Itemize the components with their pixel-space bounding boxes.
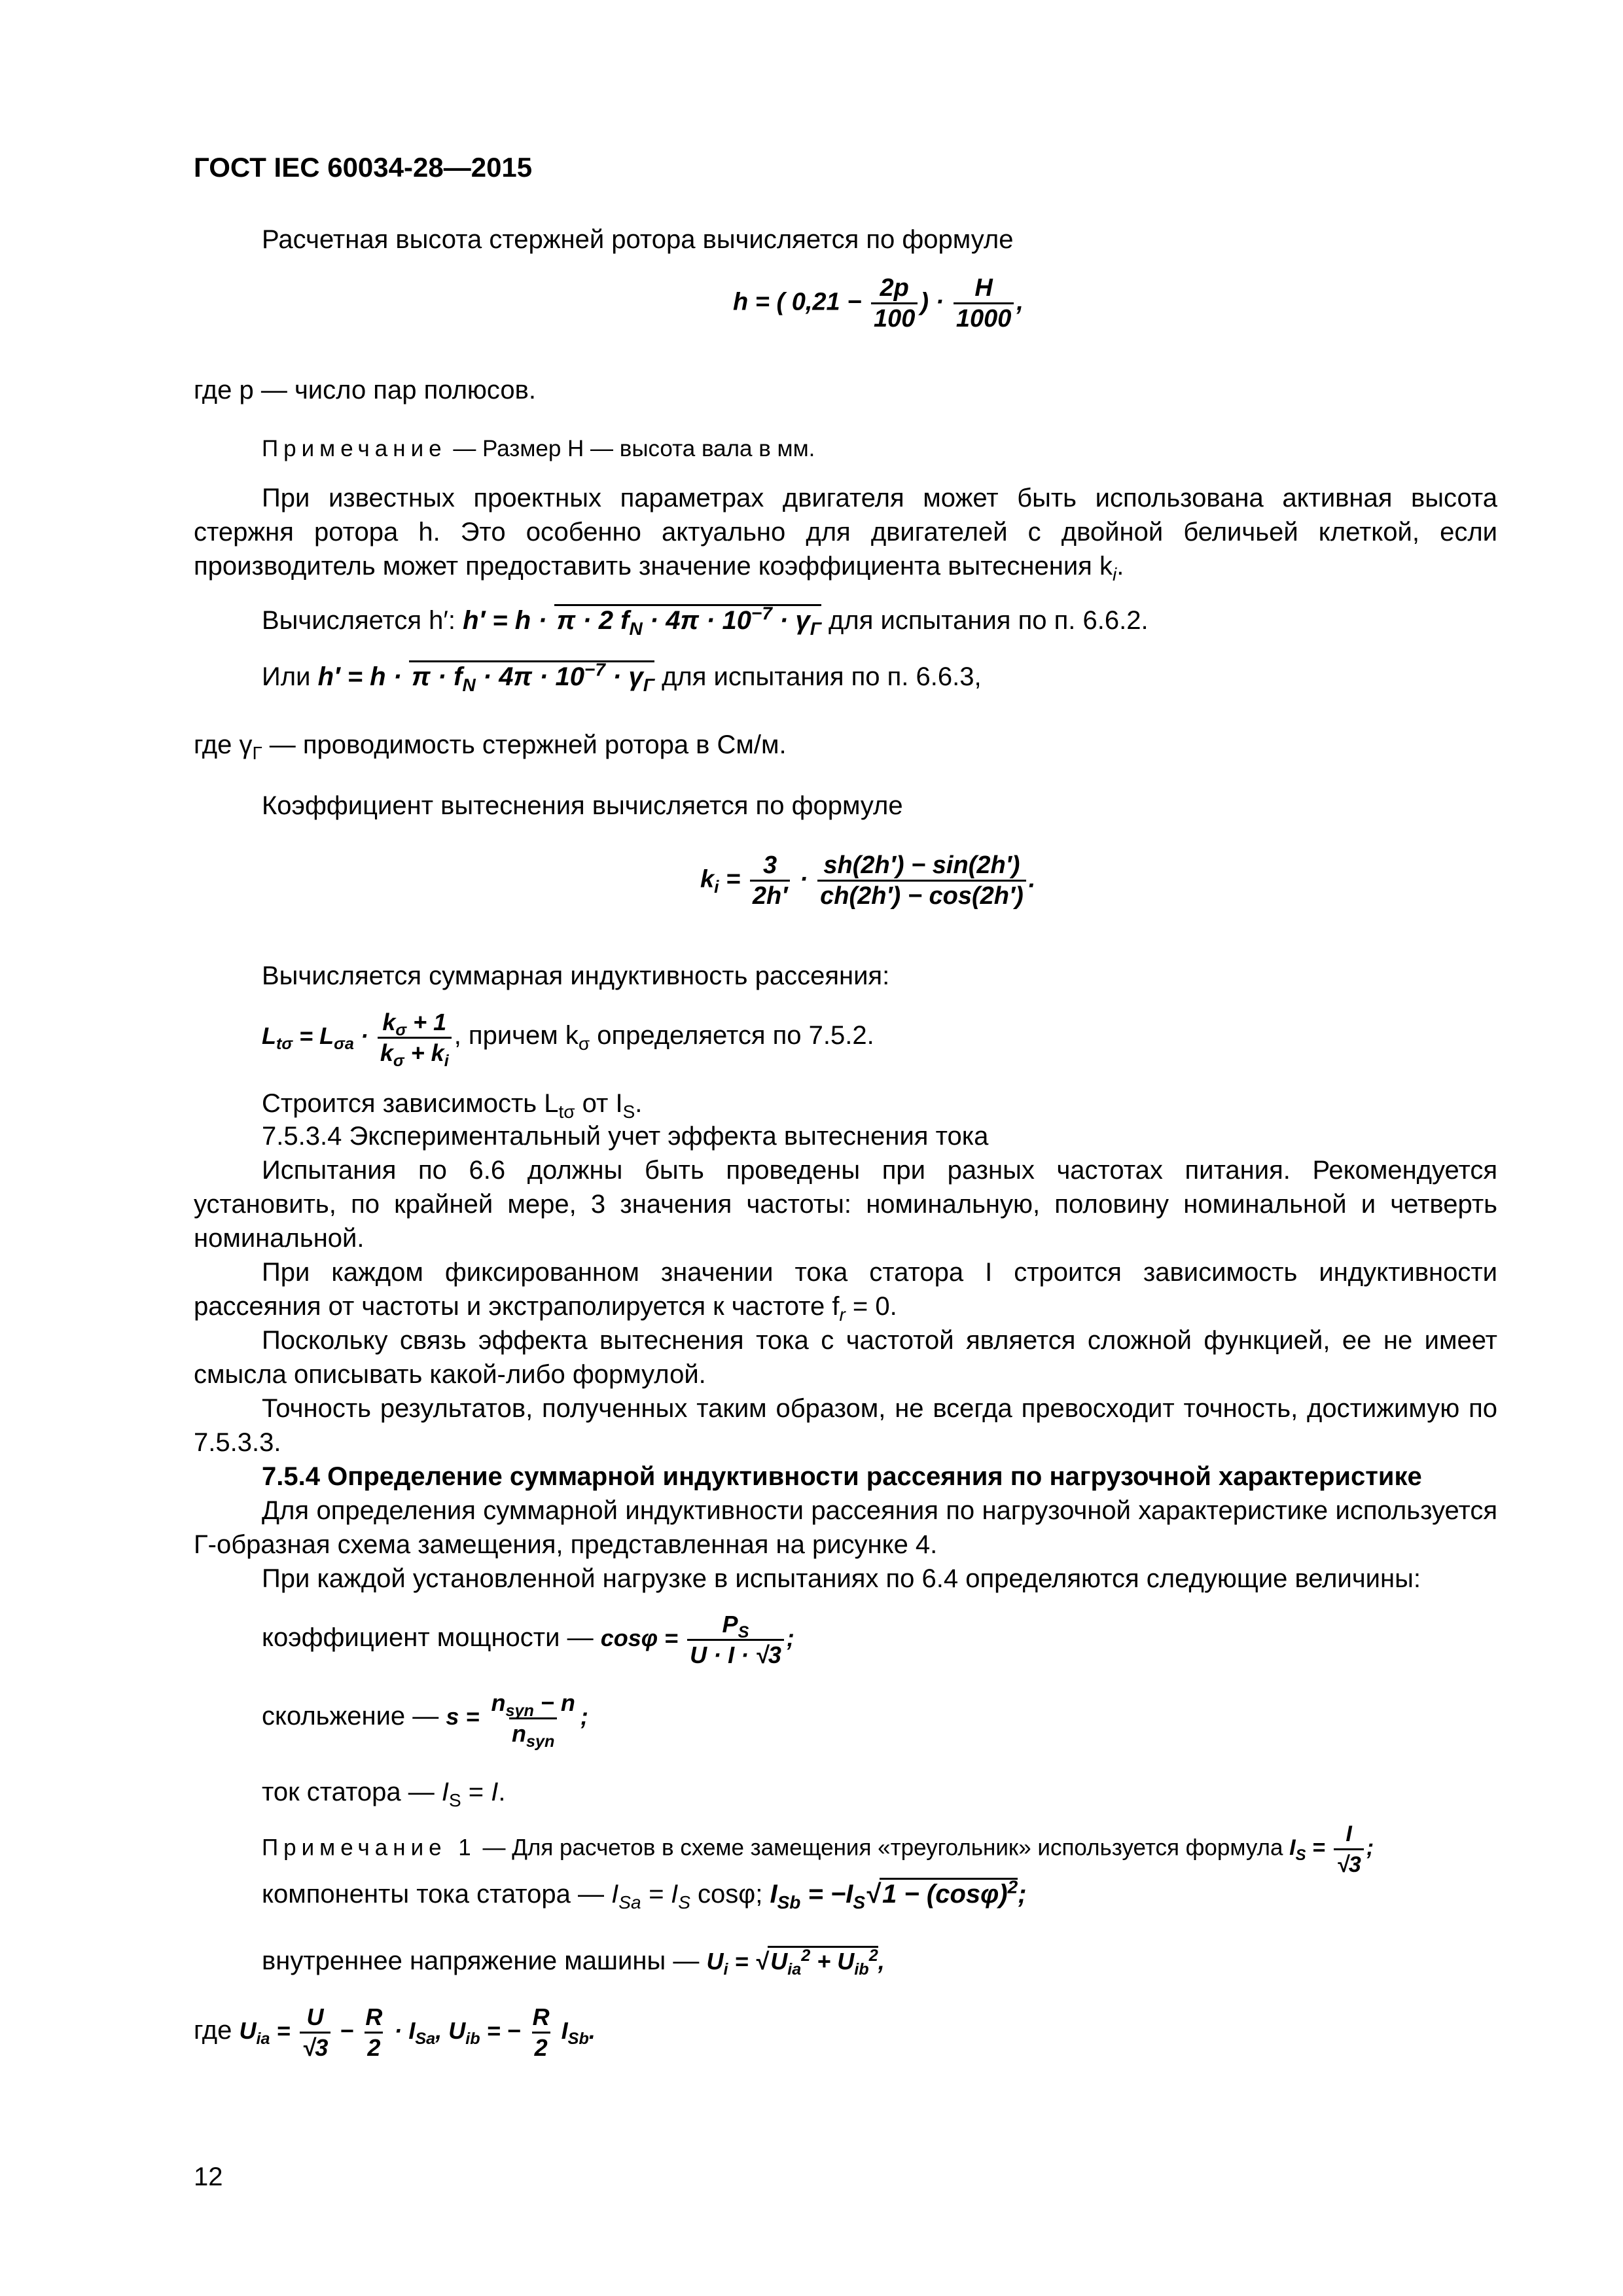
formula-line: $L_{t\sigma} = L_{\sigma a}$ · $\frac{k_\sigma + 1}{k_\sigma + k_i}$ , причем $k_\sigma$ определяется по 7.5.2. (262, 1009, 874, 1071)
paragraph: При каждой установленной нагрузке в испытаниях по 6.4 определяются следующие величины: (262, 1564, 1421, 1593)
paragraph: При известных проектных параметрах двигателя может быть использована активная высота стержня ротора h. Это особенно актуально для двигателей с двойной беличьей клеткой, если производитель может предоставить значение коэффициента вытеснения $k_i$. (194, 484, 1497, 584)
formula-tail: для испытания по п. 6.6.2. (821, 606, 1149, 635)
formula-ki: $k_i$ = $\frac{3}{2h'}$ · $\frac{sh(2h') - \sin(2h')}{ch(2h') - \cos(2h')}$ . (700, 852, 1036, 910)
note-label: Примечание 1 (262, 1835, 476, 1861)
formula-line: скольжение — s = $\frac{n_{syn} - n}{n_{syn}}$ ; (262, 1689, 588, 1751)
formula-intro: где (194, 2016, 232, 2045)
formula-intro: внутреннее напряжение машины — (262, 1946, 700, 1975)
paragraph-text: При известных проектных параметрах двигателя может быть использована активная высота стержня ротора h. Это особенно актуально для двигателей с двойной беличьей клеткой, если производитель может предоставить значение коэффициента вытеснения k (194, 484, 1497, 581)
formula-h: h = ( 0,21 − $\frac{2p}{100}$ ) · $\frac{H}{1000}$ , (733, 274, 1024, 332)
page-number: 12 (194, 2162, 223, 2191)
paragraph-text: При каждом фиксированном значении тока статора I строится зависимость индуктивности рассеяния от частоты и экстраполируется к частоте f (194, 1258, 1497, 1321)
formula-tail: , причем k (454, 1021, 579, 1050)
paragraph: Испытания по 6.6 должны быть проведены при разных частотах питания. Рекомендуется установить, по крайней мере, 3 значения частоты: номинальную, половину номинальной и четверть номинальной. (194, 1156, 1497, 1253)
paragraph-text: = 0. (845, 1292, 897, 1321)
paragraph-text: от I (575, 1089, 623, 1118)
formula-intro: Или (262, 662, 311, 691)
paragraph: Вычисляется суммарная индуктивность рассеяния: (262, 961, 890, 990)
paragraph: Строится зависимость $L_{t\sigma}$ от $I_S$. (262, 1089, 643, 1122)
paragraph: Расчетная высота стержней ротора вычисляется по формуле (262, 225, 1014, 254)
paragraph: При каждом фиксированном значении тока статора I строится зависимость индуктивности рассеяния от частоты и экстраполируется к частоте $f_r = 0$. (194, 1258, 1497, 1325)
paragraph: где $\gamma_Г$ — проводимость стержней ротора в См/м. (194, 730, 787, 763)
paragraph: Коэффициент вытеснения вычисляется по формуле (262, 791, 903, 820)
paragraph-text: Строится зависимость L (262, 1089, 559, 1118)
formula-intro: компоненты тока статора — (262, 1880, 605, 1909)
formula-line: где $U_{ia}$ = $\frac{U}{√3}$ − $\frac{R}{2}$ · $I_{Sa}$, $U_{ib}$ = − $\frac{R}{2}$ $I_{Sb}$. (194, 2003, 596, 2061)
note-text: — Размер H — высота вала в мм. (446, 436, 815, 461)
note: Примечание 1 — Для расчетов в схеме замещения «треугольник» используется формула $I_S$ = $\frac{I}{√3}$ ; (262, 1820, 1374, 1879)
formula-line: Вычисляется h′: h′ = h · π · 2 $f_N \cdot 4\pi \cdot 10^{-7} \cdot \gamma_Г$ для испытания по п. 6.6.2. (262, 603, 1149, 639)
formula-intro: скольжение — (262, 1702, 439, 1731)
note-text: — Для расчетов в схеме замещения «треугольник» используется формула (476, 1835, 1283, 1861)
formula-line: коэффициент мощности — cosφ = $\frac{P_S}{U \cdot I \cdot √3}$ ; (262, 1611, 794, 1668)
note-label: Примечание (262, 436, 447, 461)
note (194, 432, 1497, 466)
formula-intro: ток статора — (262, 1778, 435, 1806)
formula-intro: Вычисляется h′: (262, 606, 456, 635)
formula-line: внутреннее напряжение машины — $U_i$ = √ $U_{ia}^2 + U_{ib}^2$, (262, 1946, 885, 1979)
section-heading: 7.5.4 Определение суммарной индуктивности рассеяния по нагрузочной характеристике (262, 1462, 1422, 1491)
document-header: ГОСТ IEC 60034-28—2015 (194, 152, 533, 183)
formula-line: Или $h' = h \cdot \pi \cdot f_N \cdot 4\pi \cdot 10^{-7} \cdot \gamma_Г$ для испытания по п. 6.6.3, (262, 659, 982, 695)
formula-tail: определяется по 7.5.2. (590, 1021, 874, 1050)
formula-intro: коэффициент мощности — (262, 1623, 594, 1653)
paragraph-text: — проводимость стержней ротора в См/м. (262, 730, 787, 759)
formula-line: компоненты тока статора — $I_{Sa} = I_S$ cosφ; $I_{Sb} = -I_S√$ $1 - (\cos\varphi)^2$; (262, 1876, 1027, 1912)
paragraph: Точность результатов, полученных таким образом, не всегда превосходит точность, достижимую по 7.5.3.3. (194, 1394, 1497, 1457)
formula-line: ток статора — $I_S = I$. (262, 1778, 506, 1810)
paragraph: Для определения суммарной индуктивности рассеяния по нагрузочной характеристике используется Г-образная схема замещения, представленная на рисунке 4. (194, 1496, 1497, 1559)
paragraph: где p — число пар полюсов. (194, 376, 536, 404)
subsection-heading: 7.5.3.4 Экспериментальный учет эффекта вытеснения тока (262, 1122, 989, 1151)
formula-tail: для испытания по п. 6.6.3, (654, 662, 982, 691)
paragraph: Поскольку связь эффекта вытеснения тока с частотой является сложной функцией, ее не имеет смысла описывать какой-либо формулой. (194, 1326, 1497, 1389)
paragraph-text: где γ (194, 730, 253, 759)
